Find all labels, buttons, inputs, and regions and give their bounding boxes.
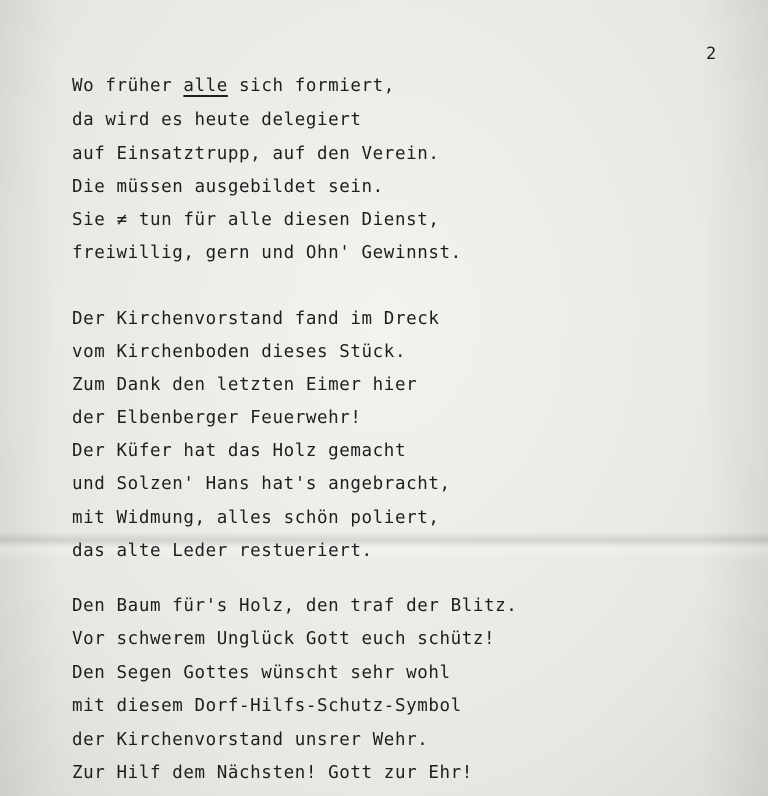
poem-line: vom Kirchenboden dieses Stück. — [72, 342, 407, 362]
poem-line: Der Küfer hat das Holz gemacht — [72, 441, 407, 461]
poem-line: der Elbenberger Feuerwehr! — [72, 408, 362, 428]
poem-line: mit Widmung, alles schön poliert, — [72, 508, 440, 528]
poem-line: das alte Leder restueriert. — [72, 541, 373, 561]
poem-line: und Solzen' Hans hat's angebracht, — [72, 474, 451, 494]
poem-line: Den Segen Gottes wünscht sehr wohl — [72, 663, 451, 683]
poem-line: auf Einsatztrupp, auf den Verein. — [72, 144, 440, 164]
page-number: 2 — [706, 44, 717, 64]
poem-line: Zum Dank den letzten Eimer hier — [72, 375, 418, 395]
poem-line: freiwillig, gern und Ohn' Gewinnst. — [72, 243, 462, 263]
line-text: Wo früher — [72, 76, 184, 96]
poem-line: Vor schwerem Unglück Gott euch schütz! — [72, 629, 496, 649]
poem-line: Der Kirchenvorstand fand im Dreck — [72, 309, 440, 329]
line-text: sich formiert, — [227, 76, 395, 96]
poem-line: Sie ≠ tun für alle diesen Dienst, — [72, 210, 440, 230]
poem-line: Zur Hilf dem Nächsten! Gott zur Ehr! — [72, 763, 473, 783]
poem-line: Den Baum für's Holz, den traf der Blitz. — [72, 596, 518, 616]
underlined-word: alle — [183, 76, 228, 96]
poem-line: Die müssen ausgebildet sein. — [72, 177, 384, 197]
poem-line: mit diesem Dorf-Hilfs-Schutz-Symbol — [72, 696, 462, 716]
poem-line: der Kirchenvorstand unsrer Wehr. — [72, 730, 429, 750]
poem-line — [72, 76, 395, 96]
poem-line: da wird es heute delegiert — [72, 110, 362, 130]
